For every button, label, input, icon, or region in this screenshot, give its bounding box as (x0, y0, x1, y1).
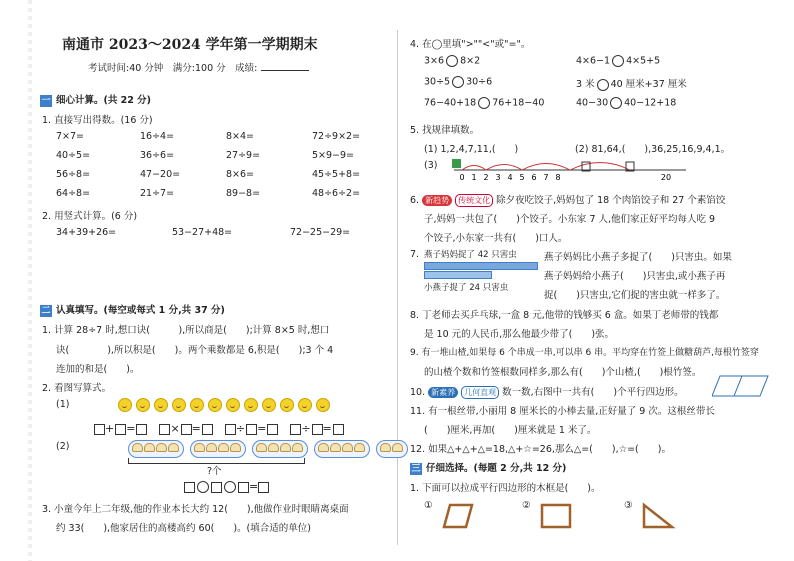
q11-line2: ( )厘米,再加( )厘米就是 1 米了。 (424, 425, 597, 436)
calc-item: 5×9−9= (312, 150, 355, 161)
ruler-tick-label: 1 (471, 173, 477, 182)
s2-q3-line1: 3. 小童今年上二年级,他的作业本长大约 12( ),他做作业时眼睛离桌面 (42, 504, 349, 515)
smiley-icon (172, 398, 186, 412)
calc-item: 89−8= (226, 188, 261, 199)
dumpling-plate (376, 440, 408, 458)
vertical-calc-1: 34+39+26= (56, 227, 117, 238)
s2-q3-line2: 约 33( ),他家居住的高楼高约 60( )。(填合适的单位) (56, 523, 311, 534)
s1-q1-label: 1. 直接写出得数。(16 分) (42, 115, 153, 126)
q6-line3: 个饺子,小东家一共有( )口人。 (424, 233, 568, 244)
plates-row (128, 440, 414, 458)
dumpling-plate (314, 440, 370, 458)
q7-bar1-label: 燕子妈妈捉了 42 只害虫 (424, 250, 517, 260)
parallelogram-figure (712, 374, 770, 398)
picture-1-label: (1) (56, 399, 70, 410)
calc-item: 7×7= (56, 131, 85, 142)
calc-item: 21÷7= (140, 188, 175, 199)
compare-item: 3 米 40 厘米+37 厘米 (576, 79, 687, 90)
compare-item: 40−30 40−12+18 (576, 97, 677, 109)
compare-circle[interactable] (612, 55, 624, 67)
q8-line2: 是 10 元的人民币,那么他最少带了( )张。 (424, 329, 615, 340)
option-2-label: ② (522, 500, 531, 511)
number-line (450, 158, 690, 182)
binding-strip (28, 0, 32, 561)
section-3-heading: 三 仔细选择。(每题 2 分,共 12 分) (411, 463, 567, 474)
compare-item: 3×6 8×2 (424, 55, 481, 67)
q7-line1: 燕子妈妈比小燕子多捉了( )只害虫。如果 (544, 252, 732, 263)
calc-item: 72÷9×2= (312, 131, 361, 142)
picture-2-label: (2) (56, 441, 70, 452)
q5-label: 5. 找规律填数。 (410, 125, 480, 136)
calc-item: 8×6= (226, 169, 255, 180)
ruler-tick-label: 8 (555, 173, 561, 182)
dumpling-plate (128, 440, 184, 458)
vertical-calc-2: 53−27+48= (172, 227, 233, 238)
smiley-icon (136, 398, 150, 412)
vertical-calc-3: 72−25−29= (290, 227, 351, 238)
compare-circle[interactable] (478, 97, 490, 109)
ruler-tick-label: 0 (459, 173, 465, 182)
dumpling-plate (252, 440, 308, 458)
ruler-tick-label: 5 (519, 173, 525, 182)
s3-q1-label: 1. 下面可以拉成平行四边形的木框是( )。 (410, 483, 601, 494)
calc-item: 40÷5= (56, 150, 91, 161)
q11-line1: 11. 有一根丝带,小丽用 8 厘米长的小棒去量,正好量了 9 次。这根丝带长 (410, 406, 715, 417)
blank-equations-1: + = × = ÷ = ÷ = (94, 420, 344, 436)
q9-line1: 9. 有一堆山楂,如果每 6 个串成一串,可以串 6 串。平均穿在竹签上做糖葫芦,每根竹签穿 (410, 348, 759, 358)
smiley-icon (226, 398, 240, 412)
q7-line2: 燕子妈妈给小燕子( )只害虫,或小燕子再 (544, 271, 726, 282)
q6-line1: 6. 新趋势 传统文化 除夕夜吃饺子,妈妈包了 18 个肉馅饺子和 27 个素馅饺 (410, 195, 726, 206)
q10-line: 10. 新素养 几何直观 数一数,右图中一共有( )个平行四边形。 (410, 387, 684, 398)
smiley-icon (118, 398, 132, 412)
s1-q2-label: 2. 用竖式计算。(6 分) (42, 211, 138, 222)
column-divider (397, 30, 398, 545)
s2-q1-line1: 1. 计算 28÷7 时,想口诀( ),所以商是( );计算 8×5 时,想口 (42, 325, 330, 336)
frog-icon (452, 159, 461, 168)
smiley-icon (316, 398, 330, 412)
compare-circle[interactable] (610, 97, 622, 109)
ruler-tick-label: 20 (660, 173, 672, 182)
q8-line1: 8. 丁老师去买乒乓球,一盒 8 元,他带的钱够买 6 盒。如果丁老师带的钱都 (410, 310, 719, 321)
smiley-icon (262, 398, 276, 412)
s2-q2-label: 2. 看图写算式。 (42, 383, 112, 394)
q7-bar2-label: 小燕子捉了 24 只害虫 (424, 283, 509, 293)
q5-part2: (2) 81,64,( ),36,25,16,9,4,1。 (575, 144, 731, 155)
q7-line3: 捉( )只害虫,它们捉的害虫就一样多了。 (544, 290, 726, 301)
calc-item: 8×4= (226, 131, 255, 142)
smiley-icon (208, 398, 222, 412)
q7-bar-mother (424, 262, 538, 270)
option-1-label: ① (424, 500, 433, 511)
smiley-icon (298, 398, 312, 412)
q5-part3: (3) (424, 160, 438, 171)
ruler-tick-label: 3 (495, 173, 501, 182)
q7-bar-young (424, 271, 492, 279)
blank-equation-2: = (184, 480, 269, 493)
q12-line: 12. 如果△+△+△=18,△+☆=26,那么△=( ),☆=( )。 (410, 444, 671, 455)
calc-item: 16÷4= (140, 131, 175, 142)
ruler-tick-label: 2 (483, 173, 489, 182)
calc-item: 36÷6= (140, 150, 175, 161)
ruler-tick-label: 7 (543, 173, 549, 182)
compare-item: 4×6−1 4×5+5 (576, 55, 661, 67)
smiley-icon (280, 398, 294, 412)
q7-number: 7. (410, 249, 420, 260)
calc-item: 45÷5+8= (312, 169, 361, 180)
frame-option-1 (440, 502, 476, 530)
ruler-tick-label: 4 (507, 173, 513, 182)
calc-item: 64÷8= (56, 188, 91, 199)
smiley-icon (190, 398, 204, 412)
option-3-label: ③ (624, 500, 633, 511)
compare-circle[interactable] (452, 76, 464, 88)
compare-item: 30÷5 30÷6 (424, 76, 493, 88)
brace-label: ?个 (207, 466, 222, 477)
smiley-icon (244, 398, 258, 412)
ruler-tick-label: 6 (531, 173, 537, 182)
section-2-heading: 二 认真填写。(每空或每式 1 分,共 37 分) (41, 305, 225, 316)
frame-option-2 (538, 502, 574, 530)
q6-line2: 子,妈妈一共包了( )个饺子。小东家 7 人,他们家正好平均每人吃 9 (424, 214, 716, 225)
frame-option-3 (640, 502, 676, 530)
q9-line2: 的山楂个数和竹签根数同样多,那么有( )个山楂,( )根竹签。 (424, 367, 702, 378)
smiley-row (118, 398, 334, 412)
compare-circle[interactable] (446, 55, 458, 67)
q4-label: 4. 在◯里填">""<"或"="。 (410, 39, 531, 50)
s2-q1-line2: 诀( ),所以积是( )。两个乘数都是 6,积是( );3 个 4 (56, 345, 334, 356)
exam-info: 考试时间:40 分钟 满分:100 分 成绩: (88, 60, 309, 74)
calc-item: 27÷9= (226, 150, 261, 161)
q5-part1: (1) 1,2,4,7,11,( ) (424, 144, 519, 155)
calc-item: 56÷8= (56, 169, 91, 180)
smiley-icon (154, 398, 168, 412)
compare-circle[interactable] (597, 79, 609, 91)
dumpling-plate (190, 440, 246, 458)
s2-q1-line3: 连加的和是( )。 (56, 364, 140, 375)
calc-item: 48÷6÷2= (312, 188, 361, 199)
page-title: 南通市 2023～2024 学年第一学期期末 (62, 37, 318, 53)
section-1-heading: 一 细心计算。(共 22 分) (41, 95, 152, 106)
calc-item: 47−20= (140, 169, 181, 180)
compare-item: 76−40+18 76+18−40 (424, 97, 545, 109)
